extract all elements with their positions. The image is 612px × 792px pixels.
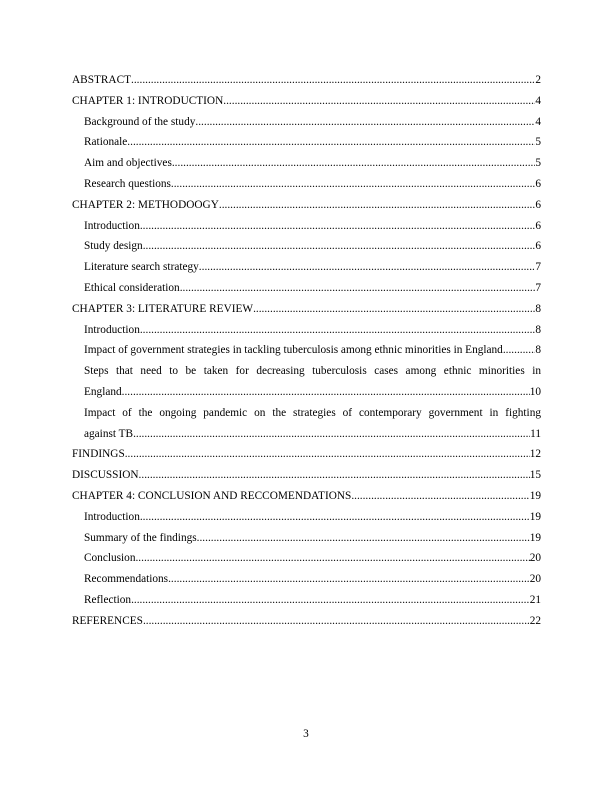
toc-entry-page: 8 [535, 344, 541, 357]
toc-entry-introduction-3[interactable] [72, 320, 541, 341]
toc-leader-dots [197, 528, 530, 549]
toc-leader-dots [133, 424, 530, 445]
toc-entry-title: CHAPTER 1: INTRODUCTION [72, 94, 224, 107]
toc-entry-chapter-1[interactable] [72, 91, 541, 112]
toc-leader-dots [195, 112, 535, 133]
toc-entry-title: Impact of government strategies in tackling tuberculosis among ethnic minorities in England [84, 344, 503, 357]
toc-leader-dots [172, 153, 536, 174]
toc-entry-page: 4 [535, 94, 541, 107]
toc-entry-title: Ethical consideration [84, 281, 180, 294]
toc-leader-dots [125, 444, 530, 465]
toc-leader-dots [143, 611, 530, 632]
toc-entry-study-design[interactable] [72, 236, 541, 257]
toc-entry-chapter-3[interactable] [72, 299, 541, 320]
toc-leader-dots [223, 91, 535, 112]
toc-entry-aim[interactable] [72, 153, 541, 174]
page-number: 3 [303, 728, 309, 740]
toc-leader-dots [131, 70, 535, 91]
table-of-contents [72, 70, 541, 632]
toc-entry-page: 8 [535, 323, 541, 336]
toc-entry-page: 7 [535, 261, 541, 274]
toc-leader-dots [140, 320, 535, 341]
toc-entry-introduction-2[interactable] [72, 216, 541, 237]
toc-entry-page: 19 [529, 531, 541, 544]
toc-entry-title: Introduction [84, 510, 140, 523]
toc-entry-title: CHAPTER 3: LITERATURE REVIEW [72, 302, 254, 315]
toc-entry-page: 6 [535, 240, 541, 253]
toc-entry-title: ABSTRACT [72, 74, 132, 86]
toc-entry-title: Introduction [84, 323, 140, 336]
toc-entry-title: REFERENCES [72, 614, 143, 627]
toc-leader-dots [139, 465, 530, 486]
toc-entry-steps[interactable] [72, 361, 541, 403]
toc-entry-page: 6 [535, 177, 541, 190]
toc-entry-page: 19 [529, 489, 541, 502]
toc-entry-page: 4 [535, 115, 541, 128]
toc-leader-dots [143, 236, 536, 257]
toc-entry-title: Introduction [84, 219, 140, 232]
toc-entry-background[interactable] [72, 112, 541, 133]
toc-entry-title: Literature search strategy [84, 261, 199, 274]
toc-entry-title: Summary of the findings [84, 531, 197, 544]
toc-leader-dots [180, 278, 536, 299]
toc-entry-title: CHAPTER 2: METHODOOGY [72, 198, 219, 211]
toc-entry-pandemic[interactable] [72, 403, 541, 445]
toc-leader-dots [140, 507, 530, 528]
toc-entry-title-line2: England [84, 385, 122, 398]
toc-leader-dots [168, 569, 530, 590]
toc-entry-introduction-4[interactable] [72, 507, 541, 528]
toc-entry-recommendations[interactable] [72, 569, 541, 590]
toc-entry-page: 20 [529, 573, 541, 586]
toc-entry-title: Recommendations [84, 573, 169, 586]
toc-entry-page: 22 [529, 614, 541, 627]
toc-entry-title: Aim and objectives [84, 157, 172, 170]
toc-entry-title: Conclusion [84, 552, 136, 565]
toc-entry-title: Study design [84, 240, 143, 253]
toc-entry-title-line1: Steps that need to be taken for decreasing tuberculosis cases among ethnic minorities in [84, 365, 541, 378]
toc-entry-page: 5 [535, 157, 541, 170]
toc-leader-dots [171, 174, 535, 195]
toc-entry-ethical[interactable] [72, 278, 541, 299]
toc-entry-page: 6 [535, 198, 541, 211]
toc-leader-dots [140, 216, 535, 237]
toc-entry-page: 5 [535, 136, 541, 149]
toc-entry-page: 2 [535, 74, 541, 86]
toc-entry-page: 12 [529, 448, 541, 461]
toc-entry-references[interactable] [72, 611, 541, 632]
toc-entry-page: 8 [535, 302, 541, 315]
toc-entry-page: 15 [529, 469, 541, 482]
toc-entry-title: Rationale [84, 136, 128, 149]
toc-entry-page: 19 [529, 510, 541, 523]
toc-leader-dots [135, 548, 529, 569]
toc-entry-chapter-2[interactable] [72, 195, 541, 216]
toc-leader-dots [351, 486, 529, 507]
toc-entry-page: 11 [530, 427, 541, 440]
toc-entry-page: 6 [535, 219, 541, 232]
toc-entry-findings[interactable] [72, 444, 541, 465]
toc-entry-discussion[interactable] [72, 465, 541, 486]
toc-entry-research-questions[interactable] [72, 174, 541, 195]
toc-entry-page: 7 [535, 281, 541, 294]
toc-leader-dots [131, 590, 530, 611]
toc-leader-dots [199, 257, 536, 278]
toc-entry-title-line1: Impact of the ongoing pandemic on the strategies of contemporary government in fighting [84, 406, 541, 419]
toc-leader-dots [127, 132, 535, 153]
toc-entry-summary[interactable] [72, 528, 541, 549]
toc-entry-rationale[interactable] [72, 132, 541, 153]
toc-entry-reflection[interactable] [72, 590, 541, 611]
toc-entry-conclusion[interactable] [72, 548, 541, 569]
toc-entry-impact-strategies[interactable] [72, 340, 541, 361]
toc-entry-title: Reflection [84, 593, 132, 606]
toc-entry-chapter-4[interactable] [72, 486, 541, 507]
toc-leader-dots [503, 340, 536, 361]
toc-entry-title: Research questions [84, 177, 171, 190]
toc-entry-page: 10 [529, 385, 541, 398]
toc-entry-title-line2: against TB [84, 427, 134, 440]
toc-entry-title: FINDINGS [72, 448, 125, 461]
toc-entry-title: CHAPTER 4: CONCLUSION AND RECCOMENDATIONS [72, 489, 352, 502]
toc-entry-title: DISCUSSION [72, 469, 139, 482]
toc-leader-dots [219, 195, 535, 216]
toc-leader-dots [122, 382, 530, 403]
toc-entry-literature-search[interactable] [72, 257, 541, 278]
toc-entry-page: 20 [529, 552, 541, 565]
toc-entry-abstract[interactable] [72, 70, 541, 91]
toc-entry-title: Background of the study [84, 115, 196, 128]
toc-leader-dots [253, 299, 535, 320]
toc-entry-page: 21 [529, 593, 541, 606]
